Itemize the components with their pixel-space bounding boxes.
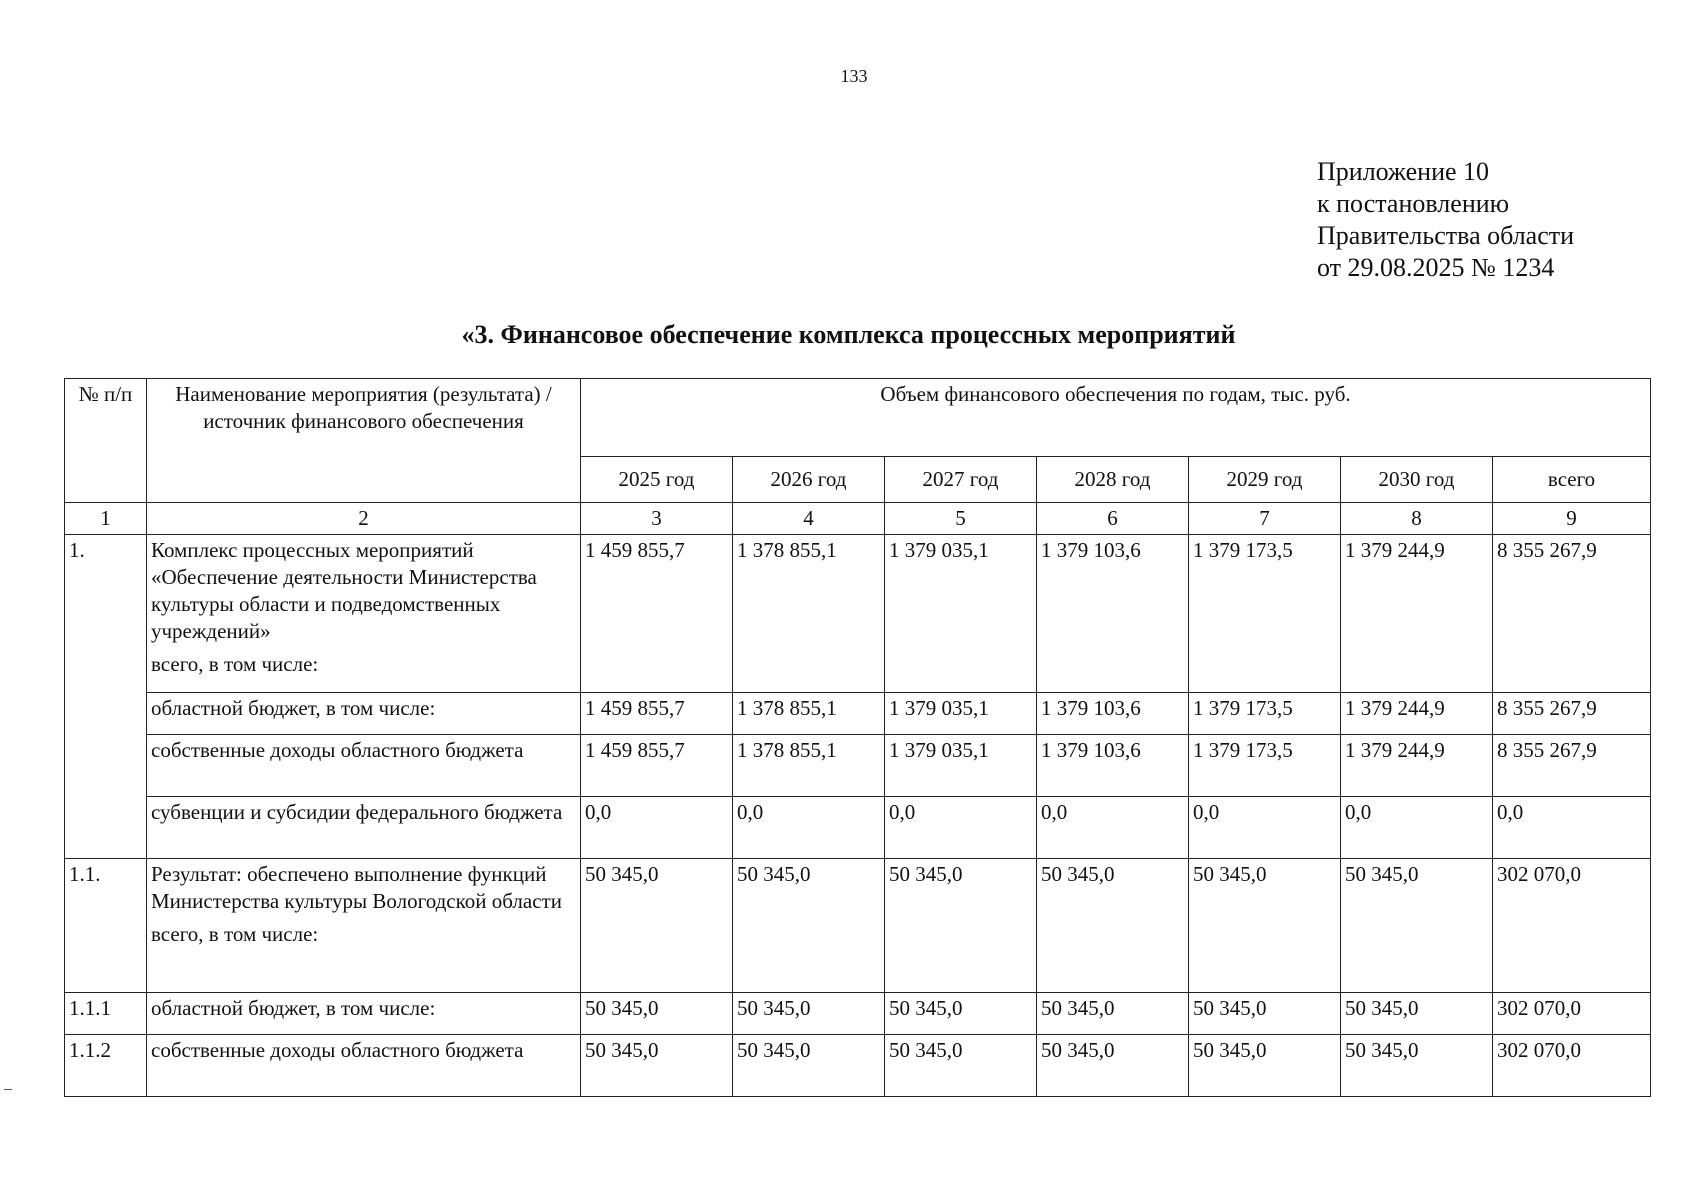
value-cell: 1 378 855,1: [733, 535, 885, 693]
value-cell: 1 379 173,5: [1189, 735, 1341, 797]
value-cell: 302 070,0: [1493, 993, 1651, 1035]
value-cell: 1 379 244,9: [1341, 693, 1493, 735]
value-cell: 1 459 855,7: [581, 535, 733, 693]
header-year-2028: 2028 год: [1037, 457, 1189, 503]
value-cell: 0,0: [1493, 797, 1651, 859]
appendix-line-3: Правительства области: [1317, 221, 1575, 250]
value-cell: 50 345,0: [581, 859, 733, 993]
page-number: 133: [840, 66, 868, 86]
value-cell: 50 345,0: [1037, 859, 1189, 993]
value-cell: 50 345,0: [581, 1035, 733, 1097]
value-cell: 1 379 173,5: [1189, 693, 1341, 735]
value-cell: 1 459 855,7: [581, 735, 733, 797]
value-cell: 50 345,0: [733, 859, 885, 993]
value-cell: 1 379 103,6: [1037, 693, 1189, 735]
column-number-row: [65, 503, 1651, 535]
value-cell: 1 379 244,9: [1341, 735, 1493, 797]
col-number: 6: [1037, 503, 1189, 535]
value-cell: 0,0: [1341, 797, 1493, 859]
value-cell: 1 379 103,6: [1037, 535, 1189, 693]
value-cell: 50 345,0: [1037, 1035, 1189, 1097]
col-number: 3: [581, 503, 733, 535]
header-year-2027: 2027 год: [885, 457, 1037, 503]
appendix-line-2: к постановлению: [1317, 189, 1510, 218]
row-name: собственные доходы областного бюджета: [147, 1035, 581, 1097]
header-total: всего: [1493, 457, 1651, 503]
table-row: [65, 797, 1651, 859]
document-title: «3. Финансовое обеспечение комплекса процессных мероприятий: [461, 320, 1236, 349]
col-number: 4: [733, 503, 885, 535]
value-cell: 1 378 855,1: [733, 693, 885, 735]
value-cell: 302 070,0: [1493, 1035, 1651, 1097]
row-name: областной бюджет, в том числе:: [147, 693, 581, 735]
financing-table: [64, 378, 1651, 1097]
table-row: [65, 693, 1651, 735]
row-num: 1.: [65, 535, 147, 859]
col-number: 8: [1341, 503, 1493, 535]
value-cell: 50 345,0: [1189, 859, 1341, 993]
appendix-block: [1317, 156, 1574, 284]
table-row: [65, 735, 1651, 797]
value-cell: 1 379 035,1: [885, 693, 1037, 735]
value-cell: 50 345,0: [733, 1035, 885, 1097]
value-cell: 50 345,0: [1341, 993, 1493, 1035]
value-cell: 50 345,0: [733, 993, 885, 1035]
col-number: 2: [147, 503, 581, 535]
row-name: субвенции и субсидии федерального бюджета: [147, 797, 581, 859]
value-cell: 8 355 267,9: [1493, 693, 1651, 735]
col-number: 5: [885, 503, 1037, 535]
row-name-text: Комплекс процессных мероприятий «Обеспечение деятельности Министерства культуры области и подведомственных учреждений»: [151, 538, 537, 643]
header-year-2025: 2025 год: [581, 457, 733, 503]
value-cell: 8 355 267,9: [1493, 535, 1651, 693]
value-cell: 1 459 855,7: [581, 693, 733, 735]
value-cell: 1 379 035,1: [885, 535, 1037, 693]
header-volume: Объем финансового обеспечения по годам, тыс. руб.: [581, 379, 1651, 457]
row-num: 1.1.1: [65, 993, 147, 1035]
value-cell: 50 345,0: [1341, 859, 1493, 993]
value-cell: 1 379 173,5: [1189, 535, 1341, 693]
value-cell: 50 345,0: [1341, 1035, 1493, 1097]
table-row: [65, 1035, 1651, 1097]
table-row: [65, 535, 1651, 693]
value-cell: 50 345,0: [885, 993, 1037, 1035]
row-name: собственные доходы областного бюджета: [147, 735, 581, 797]
value-cell: 1 379 035,1: [885, 735, 1037, 797]
header-row: [65, 379, 1651, 457]
edge-mark: [4, 1089, 12, 1090]
header-year-2030: 2030 год: [1341, 457, 1493, 503]
row-subcaption: всего, в том числе:: [151, 652, 319, 676]
row-name: областной бюджет, в том числе:: [147, 993, 581, 1035]
table-row: [65, 859, 1651, 993]
value-cell: 1 378 855,1: [733, 735, 885, 797]
value-cell: 50 345,0: [885, 1035, 1037, 1097]
value-cell: 1 379 244,9: [1341, 535, 1493, 693]
row-name: [147, 535, 581, 693]
row-num: 1.1.2: [65, 1035, 147, 1097]
table-row: [65, 993, 1651, 1035]
appendix-line-1: Приложение 10: [1317, 157, 1490, 186]
header-num: № п/п: [65, 379, 147, 503]
header-name: Наименование мероприятия (результата) / источник финансового обеспечения: [147, 379, 581, 503]
col-number: 7: [1189, 503, 1341, 535]
value-cell: 50 345,0: [885, 859, 1037, 993]
value-cell: 8 355 267,9: [1493, 735, 1651, 797]
value-cell: 50 345,0: [581, 993, 733, 1035]
row-name: [147, 859, 581, 993]
row-num: 1.1.: [65, 859, 147, 993]
value-cell: 50 345,0: [1189, 1035, 1341, 1097]
value-cell: 1 379 103,6: [1037, 735, 1189, 797]
header-year-2029: 2029 год: [1189, 457, 1341, 503]
value-cell: 0,0: [733, 797, 885, 859]
appendix-line-4: от 29.08.2025 № 1234: [1317, 253, 1555, 282]
row-subcaption: всего, в том числе:: [151, 922, 319, 946]
value-cell: 0,0: [1037, 797, 1189, 859]
value-cell: 50 345,0: [1189, 993, 1341, 1035]
row-name-text: Результат: обеспечено выполнение функций Министерства культуры Вологодской области: [151, 862, 562, 913]
col-number: 9: [1493, 503, 1651, 535]
value-cell: 0,0: [1189, 797, 1341, 859]
value-cell: 0,0: [581, 797, 733, 859]
col-number: 1: [65, 503, 147, 535]
value-cell: 0,0: [885, 797, 1037, 859]
value-cell: 50 345,0: [1037, 993, 1189, 1035]
header-year-2026: 2026 год: [733, 457, 885, 503]
value-cell: 302 070,0: [1493, 859, 1651, 993]
